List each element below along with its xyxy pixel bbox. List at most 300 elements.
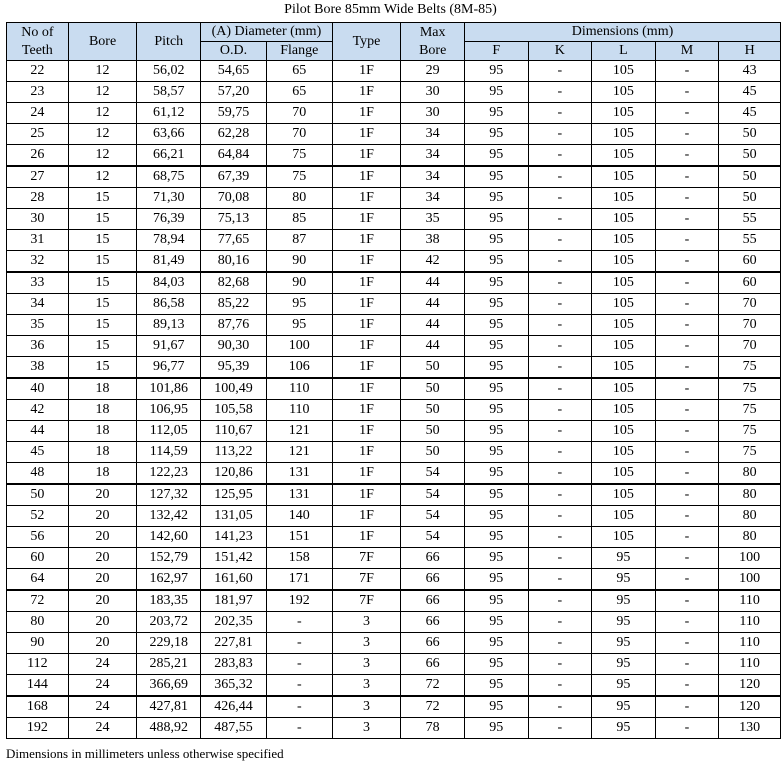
header-diameter-group: (A) Diameter (mm)	[201, 23, 333, 42]
table-row	[7, 61, 781, 82]
cell-f: 95	[465, 548, 529, 569]
cell-f: 95	[465, 696, 529, 718]
cell-h: 75	[719, 357, 781, 379]
cell-pitch: 366,69	[137, 675, 201, 697]
cell-l: 95	[592, 590, 656, 612]
cell-max-bore: 34	[401, 166, 465, 188]
cell-no-of-teeth: 35	[7, 315, 69, 336]
cell-m: -	[655, 251, 719, 273]
table-row	[7, 675, 781, 697]
cell-m: -	[655, 209, 719, 230]
cell-f: 95	[465, 612, 529, 633]
table-row	[7, 569, 781, 591]
cell-flange: 131	[266, 463, 332, 485]
cell-l: 95	[592, 654, 656, 675]
table-row	[7, 527, 781, 548]
cell-flange: 80	[266, 188, 332, 209]
cell-od: 64,84	[201, 145, 267, 167]
header-h: H	[719, 42, 781, 61]
cell-flange: 158	[266, 548, 332, 569]
header-f: F	[465, 42, 529, 61]
cell-h: 110	[719, 612, 781, 633]
cell-f: 95	[465, 400, 529, 421]
cell-flange: 110	[266, 400, 332, 421]
cell-l: 105	[592, 442, 656, 463]
cell-type: 1F	[332, 209, 401, 230]
cell-l: 105	[592, 506, 656, 527]
cell-bore: 12	[68, 103, 137, 124]
cell-l: 105	[592, 315, 656, 336]
cell-h: 60	[719, 272, 781, 294]
cell-pitch: 68,75	[137, 166, 201, 188]
cell-k: -	[528, 590, 592, 612]
cell-type: 7F	[332, 590, 401, 612]
cell-pitch: 152,79	[137, 548, 201, 569]
cell-od: 110,67	[201, 421, 267, 442]
cell-flange: 90	[266, 272, 332, 294]
header-dimensions-group: Dimensions (mm)	[465, 23, 781, 42]
cell-od: 105,58	[201, 400, 267, 421]
table-row	[7, 612, 781, 633]
table-row	[7, 590, 781, 612]
cell-max-bore: 72	[401, 696, 465, 718]
cell-bore: 24	[68, 718, 137, 739]
cell-flange: 192	[266, 590, 332, 612]
cell-m: -	[655, 188, 719, 209]
cell-l: 105	[592, 336, 656, 357]
cell-l: 105	[592, 294, 656, 315]
cell-h: 75	[719, 442, 781, 463]
cell-h: 70	[719, 315, 781, 336]
cell-f: 95	[465, 421, 529, 442]
cell-m: -	[655, 230, 719, 251]
cell-k: -	[528, 633, 592, 654]
cell-h: 70	[719, 294, 781, 315]
cell-max-bore: 54	[401, 484, 465, 506]
cell-m: -	[655, 696, 719, 718]
cell-max-bore: 54	[401, 527, 465, 548]
cell-type: 3	[332, 654, 401, 675]
cell-k: -	[528, 230, 592, 251]
cell-pitch: 63,66	[137, 124, 201, 145]
cell-no-of-teeth: 45	[7, 442, 69, 463]
cell-bore: 20	[68, 506, 137, 527]
cell-pitch: 71,30	[137, 188, 201, 209]
header-no-of-teeth-line2: Teeth	[21, 42, 53, 58]
cell-m: -	[655, 294, 719, 315]
cell-l: 105	[592, 272, 656, 294]
cell-max-bore: 44	[401, 272, 465, 294]
cell-no-of-teeth: 72	[7, 590, 69, 612]
cell-pitch: 203,72	[137, 612, 201, 633]
cell-h: 80	[719, 484, 781, 506]
cell-bore: 12	[68, 82, 137, 103]
cell-max-bore: 66	[401, 569, 465, 591]
table-row	[7, 357, 781, 379]
table-row	[7, 421, 781, 442]
cell-type: 1F	[332, 272, 401, 294]
cell-h: 75	[719, 378, 781, 400]
cell-max-bore: 42	[401, 251, 465, 273]
header-m: M	[655, 42, 719, 61]
cell-type: 1F	[332, 527, 401, 548]
cell-m: -	[655, 103, 719, 124]
cell-l: 95	[592, 569, 656, 591]
cell-l: 95	[592, 696, 656, 718]
cell-k: -	[528, 378, 592, 400]
cell-pitch: 91,67	[137, 336, 201, 357]
cell-k: -	[528, 654, 592, 675]
cell-m: -	[655, 166, 719, 188]
cell-bore: 12	[68, 145, 137, 167]
cell-flange: -	[266, 675, 332, 697]
cell-f: 95	[465, 251, 529, 273]
cell-l: 105	[592, 82, 656, 103]
cell-l: 105	[592, 463, 656, 485]
cell-h: 45	[719, 103, 781, 124]
cell-f: 95	[465, 506, 529, 527]
cell-bore: 20	[68, 590, 137, 612]
cell-od: 141,23	[201, 527, 267, 548]
cell-flange: 110	[266, 378, 332, 400]
cell-max-bore: 50	[401, 442, 465, 463]
cell-l: 105	[592, 103, 656, 124]
cell-od: 87,76	[201, 315, 267, 336]
cell-bore: 24	[68, 675, 137, 697]
cell-type: 1F	[332, 357, 401, 379]
cell-max-bore: 50	[401, 357, 465, 379]
cell-pitch: 56,02	[137, 61, 201, 82]
cell-flange: 87	[266, 230, 332, 251]
cell-no-of-teeth: 33	[7, 272, 69, 294]
cell-m: -	[655, 675, 719, 697]
cell-k: -	[528, 166, 592, 188]
table-row	[7, 506, 781, 527]
cell-type: 1F	[332, 336, 401, 357]
cell-k: -	[528, 357, 592, 379]
cell-m: -	[655, 357, 719, 379]
cell-bore: 12	[68, 124, 137, 145]
cell-max-bore: 30	[401, 82, 465, 103]
cell-flange: 70	[266, 124, 332, 145]
cell-l: 105	[592, 400, 656, 421]
cell-l: 105	[592, 188, 656, 209]
cell-od: 120,86	[201, 463, 267, 485]
cell-k: -	[528, 506, 592, 527]
cell-pitch: 114,59	[137, 442, 201, 463]
cell-flange: 121	[266, 442, 332, 463]
cell-no-of-teeth: 23	[7, 82, 69, 103]
cell-flange: -	[266, 654, 332, 675]
cell-f: 95	[465, 315, 529, 336]
header-no-of-teeth	[7, 23, 69, 61]
header-flange: Flange	[266, 42, 332, 61]
cell-k: -	[528, 569, 592, 591]
cell-max-bore: 72	[401, 675, 465, 697]
cell-od: 181,97	[201, 590, 267, 612]
cell-pitch: 106,95	[137, 400, 201, 421]
cell-bore: 15	[68, 230, 137, 251]
cell-h: 130	[719, 718, 781, 739]
cell-no-of-teeth: 192	[7, 718, 69, 739]
cell-m: -	[655, 145, 719, 167]
cell-od: 54,65	[201, 61, 267, 82]
cell-od: 82,68	[201, 272, 267, 294]
cell-m: -	[655, 654, 719, 675]
cell-k: -	[528, 612, 592, 633]
cell-pitch: 76,39	[137, 209, 201, 230]
cell-od: 100,49	[201, 378, 267, 400]
cell-flange: -	[266, 633, 332, 654]
cell-flange: 131	[266, 484, 332, 506]
cell-pitch: 66,21	[137, 145, 201, 167]
cell-no-of-teeth: 26	[7, 145, 69, 167]
cell-no-of-teeth: 52	[7, 506, 69, 527]
cell-k: -	[528, 124, 592, 145]
cell-k: -	[528, 188, 592, 209]
cell-bore: 18	[68, 442, 137, 463]
cell-f: 95	[465, 357, 529, 379]
cell-type: 1F	[332, 484, 401, 506]
header-max-bore-line2: Bore	[419, 42, 447, 58]
cell-h: 45	[719, 82, 781, 103]
cell-pitch: 58,57	[137, 82, 201, 103]
cell-od: 62,28	[201, 124, 267, 145]
cell-pitch: 96,77	[137, 357, 201, 379]
cell-m: -	[655, 506, 719, 527]
cell-h: 55	[719, 209, 781, 230]
cell-bore: 15	[68, 294, 137, 315]
cell-pitch: 142,60	[137, 527, 201, 548]
cell-l: 95	[592, 718, 656, 739]
cell-flange: 151	[266, 527, 332, 548]
cell-h: 75	[719, 421, 781, 442]
cell-f: 95	[465, 718, 529, 739]
cell-k: -	[528, 272, 592, 294]
cell-max-bore: 66	[401, 590, 465, 612]
cell-od: 70,08	[201, 188, 267, 209]
table-row	[7, 145, 781, 167]
cell-od: 161,60	[201, 569, 267, 591]
cell-m: -	[655, 463, 719, 485]
cell-od: 90,30	[201, 336, 267, 357]
cell-flange: 95	[266, 294, 332, 315]
cell-h: 43	[719, 61, 781, 82]
cell-bore: 15	[68, 315, 137, 336]
cell-h: 70	[719, 336, 781, 357]
cell-max-bore: 44	[401, 336, 465, 357]
cell-l: 105	[592, 527, 656, 548]
cell-no-of-teeth: 25	[7, 124, 69, 145]
cell-od: 85,22	[201, 294, 267, 315]
cell-m: -	[655, 400, 719, 421]
cell-h: 75	[719, 400, 781, 421]
cell-flange: -	[266, 696, 332, 718]
cell-type: 3	[332, 612, 401, 633]
cell-f: 95	[465, 61, 529, 82]
cell-m: -	[655, 527, 719, 548]
header-no-of-teeth-line1: No of	[21, 24, 54, 40]
cell-bore: 20	[68, 548, 137, 569]
cell-l: 105	[592, 421, 656, 442]
cell-k: -	[528, 61, 592, 82]
header-od: O.D.	[201, 42, 267, 61]
cell-type: 1F	[332, 315, 401, 336]
cell-max-bore: 66	[401, 612, 465, 633]
cell-type: 1F	[332, 61, 401, 82]
table-row	[7, 272, 781, 294]
cell-h: 110	[719, 633, 781, 654]
cell-k: -	[528, 527, 592, 548]
table-row	[7, 633, 781, 654]
cell-max-bore: 44	[401, 294, 465, 315]
cell-l: 95	[592, 675, 656, 697]
header-bore: Bore	[68, 23, 137, 61]
cell-max-bore: 66	[401, 654, 465, 675]
cell-bore: 12	[68, 166, 137, 188]
cell-pitch: 127,32	[137, 484, 201, 506]
cell-m: -	[655, 82, 719, 103]
cell-type: 1F	[332, 82, 401, 103]
cell-pitch: 132,42	[137, 506, 201, 527]
cell-max-bore: 50	[401, 421, 465, 442]
cell-m: -	[655, 442, 719, 463]
table-row	[7, 696, 781, 718]
spec-table	[6, 22, 781, 739]
cell-pitch: 86,58	[137, 294, 201, 315]
cell-f: 95	[465, 336, 529, 357]
table-title: Pilot Bore 85mm Wide Belts (8M-85)	[284, 2, 497, 17]
cell-m: -	[655, 61, 719, 82]
cell-max-bore: 66	[401, 633, 465, 654]
cell-f: 95	[465, 463, 529, 485]
cell-k: -	[528, 82, 592, 103]
table-body	[7, 61, 781, 739]
cell-max-bore: 34	[401, 124, 465, 145]
cell-bore: 18	[68, 421, 137, 442]
cell-h: 60	[719, 251, 781, 273]
cell-m: -	[655, 590, 719, 612]
cell-pitch: 78,94	[137, 230, 201, 251]
cell-k: -	[528, 442, 592, 463]
cell-f: 95	[465, 230, 529, 251]
cell-no-of-teeth: 48	[7, 463, 69, 485]
table-row	[7, 230, 781, 251]
cell-h: 80	[719, 506, 781, 527]
cell-h: 50	[719, 145, 781, 167]
cell-max-bore: 66	[401, 548, 465, 569]
cell-no-of-teeth: 56	[7, 527, 69, 548]
cell-flange: 65	[266, 82, 332, 103]
cell-max-bore: 50	[401, 378, 465, 400]
cell-pitch: 112,05	[137, 421, 201, 442]
cell-type: 1F	[332, 124, 401, 145]
cell-k: -	[528, 421, 592, 442]
cell-od: 227,81	[201, 633, 267, 654]
cell-pitch: 285,21	[137, 654, 201, 675]
cell-pitch: 84,03	[137, 272, 201, 294]
cell-type: 1F	[332, 251, 401, 273]
cell-pitch: 162,97	[137, 569, 201, 591]
cell-od: 125,95	[201, 484, 267, 506]
cell-m: -	[655, 548, 719, 569]
cell-h: 100	[719, 569, 781, 591]
cell-l: 105	[592, 61, 656, 82]
cell-flange: 171	[266, 569, 332, 591]
cell-k: -	[528, 484, 592, 506]
table-row	[7, 654, 781, 675]
cell-flange: -	[266, 612, 332, 633]
cell-od: 151,42	[201, 548, 267, 569]
cell-m: -	[655, 272, 719, 294]
table-row	[7, 463, 781, 485]
cell-type: 1F	[332, 442, 401, 463]
cell-f: 95	[465, 654, 529, 675]
cell-flange: -	[266, 718, 332, 739]
cell-od: 75,13	[201, 209, 267, 230]
cell-od: 80,16	[201, 251, 267, 273]
cell-max-bore: 30	[401, 103, 465, 124]
cell-h: 120	[719, 696, 781, 718]
table-row	[7, 103, 781, 124]
cell-m: -	[655, 612, 719, 633]
cell-pitch: 89,13	[137, 315, 201, 336]
cell-pitch: 81,49	[137, 251, 201, 273]
table-row	[7, 294, 781, 315]
cell-max-bore: 34	[401, 188, 465, 209]
table-row	[7, 188, 781, 209]
cell-type: 1F	[332, 166, 401, 188]
cell-no-of-teeth: 22	[7, 61, 69, 82]
cell-bore: 15	[68, 209, 137, 230]
cell-l: 105	[592, 484, 656, 506]
cell-bore: 15	[68, 336, 137, 357]
cell-no-of-teeth: 44	[7, 421, 69, 442]
cell-od: 487,55	[201, 718, 267, 739]
cell-no-of-teeth: 28	[7, 188, 69, 209]
cell-f: 95	[465, 569, 529, 591]
cell-flange: 75	[266, 145, 332, 167]
cell-flange: 75	[266, 166, 332, 188]
cell-f: 95	[465, 378, 529, 400]
header-max-bore-line1: Max	[419, 24, 446, 40]
cell-bore: 15	[68, 188, 137, 209]
cell-k: -	[528, 294, 592, 315]
cell-l: 105	[592, 251, 656, 273]
cell-pitch: 101,86	[137, 378, 201, 400]
table-row	[7, 718, 781, 739]
cell-no-of-teeth: 60	[7, 548, 69, 569]
cell-l: 105	[592, 209, 656, 230]
cell-no-of-teeth: 64	[7, 569, 69, 591]
cell-h: 100	[719, 548, 781, 569]
cell-l: 105	[592, 124, 656, 145]
cell-f: 95	[465, 294, 529, 315]
table-row	[7, 315, 781, 336]
cell-type: 3	[332, 633, 401, 654]
cell-max-bore: 54	[401, 506, 465, 527]
cell-max-bore: 44	[401, 315, 465, 336]
table-row	[7, 378, 781, 400]
cell-type: 1F	[332, 103, 401, 124]
cell-type: 7F	[332, 548, 401, 569]
cell-pitch: 229,18	[137, 633, 201, 654]
cell-no-of-teeth: 112	[7, 654, 69, 675]
cell-max-bore: 78	[401, 718, 465, 739]
cell-type: 1F	[332, 506, 401, 527]
cell-flange: 106	[266, 357, 332, 379]
cell-flange: 95	[266, 315, 332, 336]
